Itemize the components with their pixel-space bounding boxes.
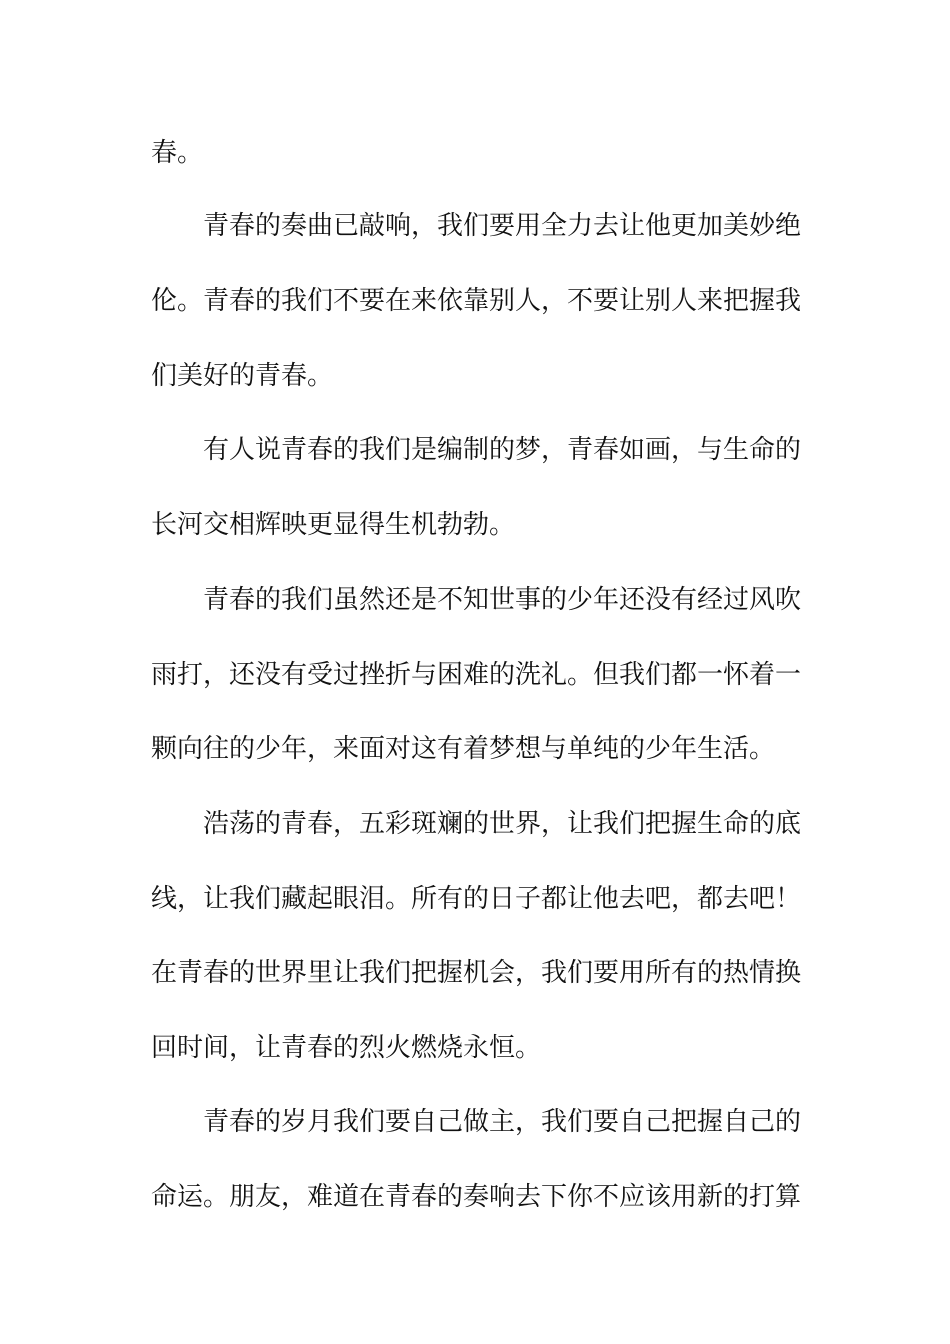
- text-line: 伦。青春的我们不要在来依靠别人，不要让别人来把握我: [151, 286, 802, 316]
- paragraph-first-line: 浩荡的青春，五彩斑斓的世界，让我们把握生命的底: [203, 809, 802, 839]
- text-line: 命运。朋友，难道在青春的奏响去下你不应该用新的打算: [151, 1182, 802, 1212]
- text-line: 们美好的青春。: [151, 361, 334, 391]
- text-line: 春。: [151, 138, 204, 168]
- paragraph-first-line: 青春的奏曲已敲响，我们要用全力去让他更加美妙绝: [203, 211, 802, 241]
- text-line: 颗向往的少年，来面对这有着梦想与单纯的少年生活。: [151, 734, 776, 764]
- paragraph-first-line: 青春的岁月我们要自己做主，我们要自己把握自己的: [203, 1107, 802, 1137]
- paragraph-first-line: 有人说青春的我们是编制的梦，青春如画，与生命的: [203, 435, 802, 465]
- paragraph-first-line: 青春的我们虽然还是不知世事的少年还没有经过风吹: [203, 585, 802, 615]
- text-line: 长河交相辉映更显得生机勃勃。: [151, 510, 516, 540]
- text-line: 在青春的世界里让我们把握机会，我们要用所有的热情换: [151, 958, 802, 988]
- text-line: 雨打，还没有受过挫折与困难的洗礼。但我们都一怀着一: [151, 660, 802, 690]
- text-line: 线，让我们藏起眼泪。所有的日子都让他去吧，都去吧！: [151, 884, 802, 914]
- text-line: 回时间，让青春的烈火燃烧永恒。: [151, 1033, 542, 1063]
